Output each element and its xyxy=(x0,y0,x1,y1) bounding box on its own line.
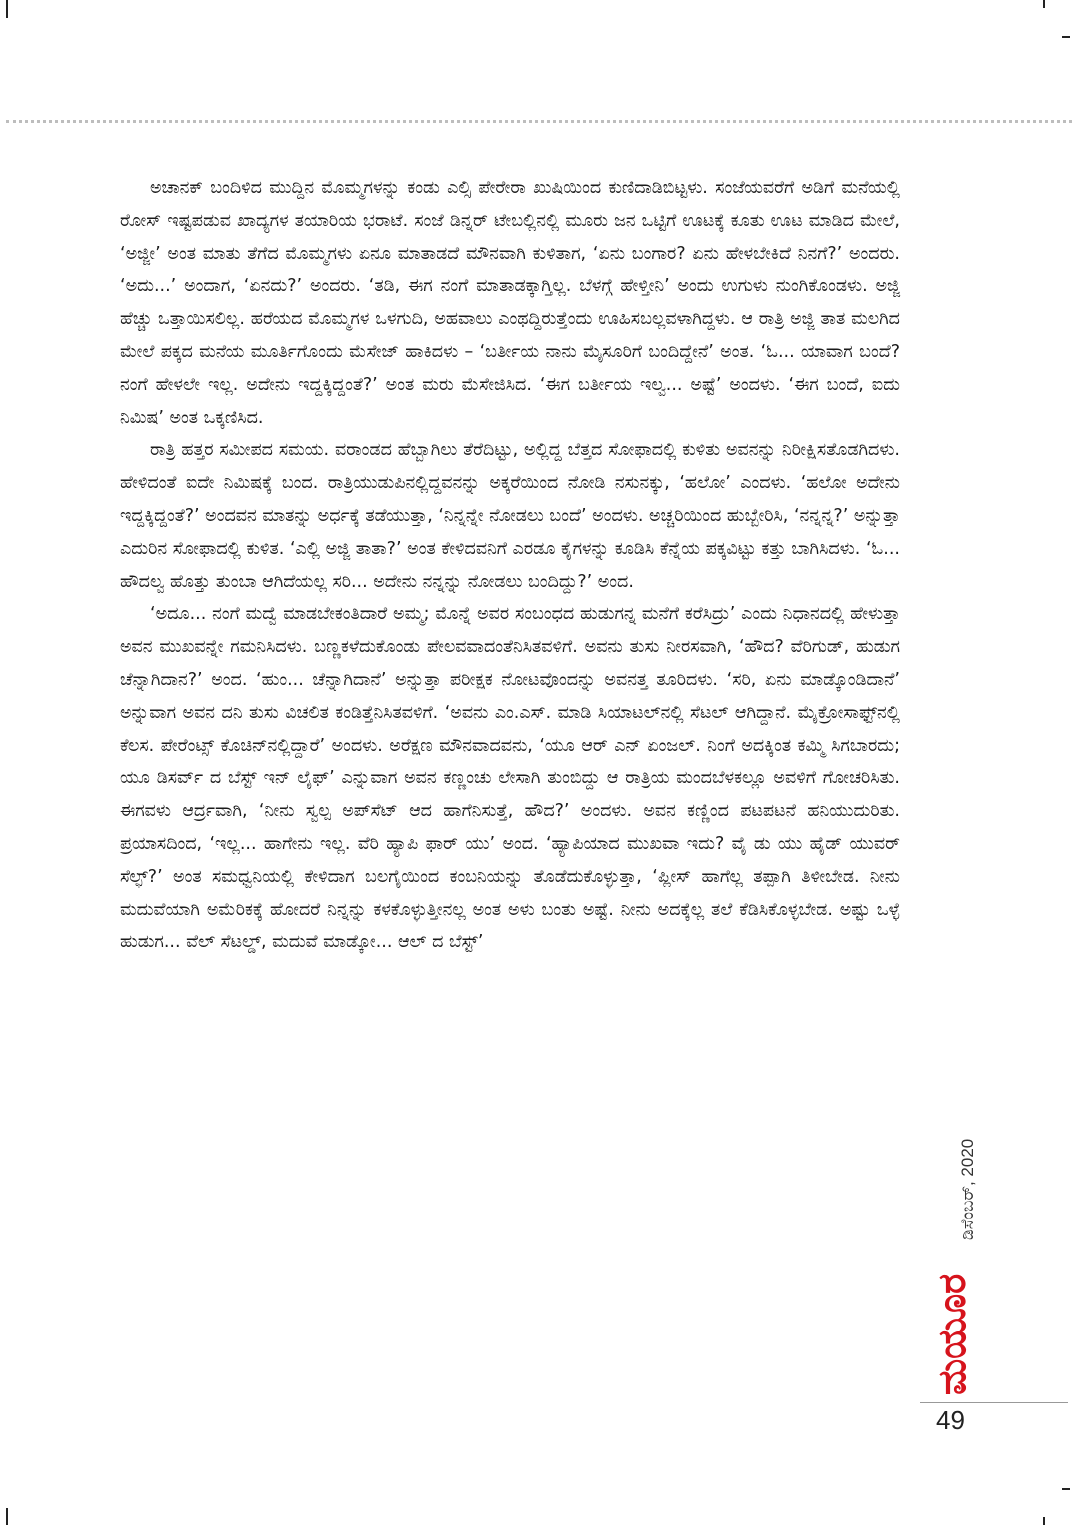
article-body xyxy=(120,172,900,959)
article-paragraph-3: ‘ಅದೂ... ನಂಗೆ ಮದ್ವೆ ಮಾಡಬೇಕಂತಿದಾರೆ ಅಮ್ಮ; ಮೊನ್ನೆ ಅವರ ಸಂಬಂಧದ ಹುಡುಗನ್ನ ಮನೆಗೆ ಕರೆಸಿದ್ರು’ ಎಂದು ನಿಧಾನದಲ್ಲಿ ಹೇಳುತ್ತಾ ಅವನ ಮುಖವನ್ನೇ ಗಮನಿಸಿದಳು. ಬಣ್ಣಕಳೆದುಕೊಂಡು ಪೇಲವವಾದಂತೆನಿಸಿತವಳಿಗೆ. ಅವನು ತುಸು ನೀರಸವಾಗಿ, ‘ಹೌದ? ವೆರಿಗುಡ್, ಹುಡುಗ ಚೆನ್ನಾಗಿದಾನ?’ ಅಂದ. ‘ಹುಂ... ಚೆನ್ನಾಗಿದಾನೆ’ ಅನ್ನುತ್ತಾ ಪರೀಕ್ಷಕ ನೋಟವೊಂದನ್ನು ಅವನತ್ತ ತೂರಿದಳು. ‘ಸರಿ, ಏನು ಮಾಡ್ಕೊಂಡಿದಾನೆ’ ಅನ್ನುವಾಗ ಅವನ ದನಿ ತುಸು ವಿಚಲಿತ ಕಂಡಿತ್ತೆನಿಸಿತವಳಿಗೆ. ‘ಅವನು ಎಂ.ಎಸ್. ಮಾಡಿ ಸಿಯಾಟಲ್‌ನಲ್ಲಿ ಸೆಟಲ್ ಆಗಿದ್ದಾನೆ. ಮೈಕ್ರೋಸಾಫ್ಟ್‌ನಲ್ಲಿ ಕೆಲಸ. ಪೇರೆಂಟ್ಸ್ ಕೊಚಿನ್‌ನಲ್ಲಿದ್ದಾರೆ’ ಅಂದಳು. ಅರೆಕ್ಷಣ ಮೌನವಾದವನು, ‘ಯೂ ಆರ್ ಎನ್ ಏಂಜಲ್. ನಿಂಗೆ ಅದಕ್ಕಿಂತ ಕಮ್ಮಿ ಸಿಗಬಾರದು; ಯೂ ಡಿಸರ್ವ್ ದ ಬೆಸ್ಟ್ ಇನ್ ಲೈಫ್’ ಎನ್ನುವಾಗ ಅವನ ಕಣ್ಣಂಚು ಲೇಸಾಗಿ ತುಂಬಿದ್ದು ಆ ರಾತ್ರಿಯ ಮಂದಬೆಳಕಲ್ಲೂ ಅವಳಿಗೆ ಗೋಚರಿಸಿತು. ಈಗವಳು ಆರ್ದ್ರವಾಗಿ, ‘ನೀನು ಸ್ವಲ್ಪ ಅಪ್‌ಸೆಟ್ ಆದ ಹಾಗೆನಿಸುತ್ತೆ, ಹೌದ?’ ಅಂದಳು. ಅವನ ಕಣ್ಣಿಂದ ಪಟಪಟನೆ ಹನಿಯುದುರಿತು. ಪ್ರಯಾಸದಿಂದ, ‘ಇಲ್ಲ... ಹಾಗೇನು ಇಲ್ಲ. ವೆರಿ ಹ್ಯಾಪಿ ಫಾರ್ ಯು’ ಅಂದ. ‘ಹ್ಯಾಪಿಯಾದ ಮುಖವಾ ಇದು? ವೈ ಡು ಯು ಹೈಡ್ ಯುವರ್ ಸೆಲ್ಫ್?’ ಅಂತ ಸಮಧ್ವನಿಯಲ್ಲಿ ಕೇಳಿದಾಗ ಬಲಗೈಯಿಂದ ಕಂಬನಿಯನ್ನು ತೊಡೆದುಕೊಳ್ಳುತ್ತಾ, ‘ಪ್ಲೀಸ್ ಹಾಗೆಲ್ಲ ತಪ್ಪಾಗಿ ತಿಳೀಬೇಡ. ನೀನು ಮದುವೆಯಾಗಿ ಅಮೆರಿಕಕ್ಕೆ ಹೋದರೆ ನಿನ್ನನ್ನು ಕಳಕೊಳ್ಳುತ್ತೀನಲ್ಲ ಅಂತ ಅಳು ಬಂತು ಅಷ್ಟೆ. ನೀನು ಅದಕ್ಕೆಲ್ಲ ತಲೆ ಕೆಡಿಸಿಕೊಳ್ಳಬೇಡ. ಅಷ್ಟು ಒಳ್ಳೆ ಹುಡುಗ... ವೆಲ್ ಸೆಟಲ್ಡ್, ಮದುವೆ ಮಾಡ್ಕೋ... ಆಲ್ ದ ಬೆಸ್ಟ್’ xyxy=(120,604,900,953)
crop-mark-bottom-right xyxy=(1043,1517,1045,1525)
crop-mark-bottom-left xyxy=(6,1508,8,1525)
crop-mark-top-left xyxy=(6,0,8,18)
issue-date: ಡಿಸೆಂಬರ್, 2020 xyxy=(958,1138,977,1240)
crop-mark-right-upper xyxy=(1062,36,1070,38)
page-number-rule xyxy=(920,1402,1068,1403)
header-dotted-divider xyxy=(6,120,1072,123)
crop-mark-right-lower xyxy=(1062,1488,1070,1490)
article-paragraph-2: ರಾತ್ರಿ ಹತ್ತರ ಸಮೀಪದ ಸಮಯ. ವರಾಂಡದ ಹೆಬ್ಬಾಗಿಲು ತೆರೆದಿಟ್ಟು, ಅಲ್ಲಿದ್ದ ಬೆತ್ತದ ಸೋಫಾದಲ್ಲಿ ಕುಳಿತು ಅವನನ್ನು ನಿರೀಕ್ಷಿಸತೊಡಗಿದಳು. ಹೇಳಿದಂತೆ ಐದೇ ನಿಮಿಷಕ್ಕೆ ಬಂದ. ರಾತ್ರಿಯುಡುಪಿನಲ್ಲಿದ್ದವನನ್ನು ಅಕ್ಕರೆಯಿಂದ ನೋಡಿ ನಸುನಕ್ಕು, ‘ಹಲೋ’ ಎಂದಳು. ‘ಹಲೋ ಅದೇನು ಇದ್ದಕ್ಕಿದ್ದಂತೆ?’ ಅಂದವನ ಮಾತನ್ನು ಅರ್ಧಕ್ಕೆ ತಡೆಯುತ್ತಾ, ‘ನಿನ್ನನ್ನೇ ನೋಡಲು ಬಂದೆ’ ಅಂದಳು. ಅಚ್ಚರಿಯಿಂದ ಹುಬ್ಬೇರಿಸಿ, ‘ನನ್ನನ್ನ?’ ಅನ್ನುತ್ತಾ ಎದುರಿನ ಸೋಫಾದಲ್ಲಿ ಕುಳಿತ. ‘ಎಲ್ಲಿ ಅಜ್ಜಿ ತಾತಾ?’ ಅಂತ ಕೇಳಿದವನಿಗೆ ಎರಡೂ ಕೈಗಳನ್ನು ಕೂಡಿಸಿ ಕೆನ್ನೆಯ ಪಕ್ಕವಿಟ್ಟು ಕತ್ತು ಬಾಗಿಸಿದಳು. ‘ಓ... ಹೌದಲ್ವ ಹೊತ್ತು ತುಂಬಾ ಆಗಿದೆಯಲ್ಲ ಸರಿ... ಅದೇನು ನನ್ನನ್ನು ನೋಡಲು ಬಂದಿದ್ದು?’ ಅಂದ. xyxy=(120,440,900,592)
article-paragraph-1: ಅಚಾನಕ್ ಬಂದಿಳಿದ ಮುದ್ದಿನ ಮೊಮ್ಮಗಳನ್ನು ಕಂಡು ಎಲ್ಸಿ ಪೇರೇರಾ ಖುಷಿಯಿಂದ ಕುಣಿದಾಡಿಬಿಟ್ಟಳು. ಸಂಜೆಯವರೆಗೆ ಅಡಿಗೆ ಮನೆಯಲ್ಲಿ ರೋಸ್ ಇಷ್ಟಪಡುವ ಖಾದ್ಯಗಳ ತಯಾರಿಯ ಭರಾಟೆ. ಸಂಜೆ ಡಿನ್ನರ್ ಟೇಬಲ್ಲಿನಲ್ಲಿ ಮೂರು ಜನ ಒಟ್ಟಿಗೆ ಊಟಕ್ಕೆ ಕೂತು ಊಟ ಮಾಡಿದ ಮೇಲೆ, ‘ಅಜ್ಜೀ’ ಅಂತ ಮಾತು ತೆಗೆದ ಮೊಮ್ಮಗಳು ಏನೂ ಮಾತಾಡದೆ ಮೌನವಾಗಿ ಕುಳಿತಾಗ, ‘ಏನು ಬಂಗಾರ? ಏನು ಹೇಳಬೇಕಿದೆ ನಿನಗೆ?’ ಅಂದರು. ‘ಅದು...’ ಅಂದಾಗ, ‘ಏನದು?’ ಅಂದರು. ‘ತಡಿ, ಈಗ ನಂಗೆ ಮಾತಾಡಕ್ಕಾಗ್ತಿಲ್ಲ. ಬೆಳಗ್ಗೆ ಹೇಳ್ತೀನಿ’ ಅಂದು ಉಗುಳು ನುಂಗಿಕೊಂಡಳು. ಅಜ್ಜಿ ಹೆಚ್ಚು ಒತ್ತಾಯಿಸಲಿಲ್ಲ. ಹರೆಯದ ಮೊಮ್ಮಗಳ ಒಳಗುದಿ, ಅಹವಾಲು ಎಂಥದ್ದಿರುತ್ತೆಂದು ಊಹಿಸಬಲ್ಲವಳಾಗಿದ್ದಳು. ಆ ರಾತ್ರಿ ಅಜ್ಜಿ ತಾತ ಮಲಗಿದ ಮೇಲೆ ಪಕ್ಕದ ಮನೆಯ ಮೂರ್ತಿಗೊಂದು ಮೆಸೇಜ್ ಹಾಕಿದಳು – ‘ಬರ್ತೀಯ ನಾನು ಮೈಸೂರಿಗೆ ಬಂದಿದ್ದೇನೆ’ ಅಂತ. ‘ಓ... ಯಾವಾಗ ಬಂದೆ? ನಂಗೆ ಹೇಳಲೇ ಇಲ್ಲ. ಅದೇನು ಇದ್ದಕ್ಕಿದ್ದಂತೆ?’ ಅಂತ ಮರು ಮೆಸೇಜಿಸಿದ. ‘ಈಗ ಬರ್ತೀಯ ಇಲ್ವ... ಅಷ್ಟೆ’ ಅಂದಳು. ‘ಈಗ ಬಂದೆ, ಐದು ನಿಮಿಷ’ ಅಂತ ಒಕ್ಕಣಿಸಿದ. xyxy=(120,178,900,428)
magazine-logo: ಮಯೂರ xyxy=(930,1273,974,1395)
page-number: 49 xyxy=(936,1405,965,1435)
crop-mark-top-right xyxy=(1043,0,1045,8)
